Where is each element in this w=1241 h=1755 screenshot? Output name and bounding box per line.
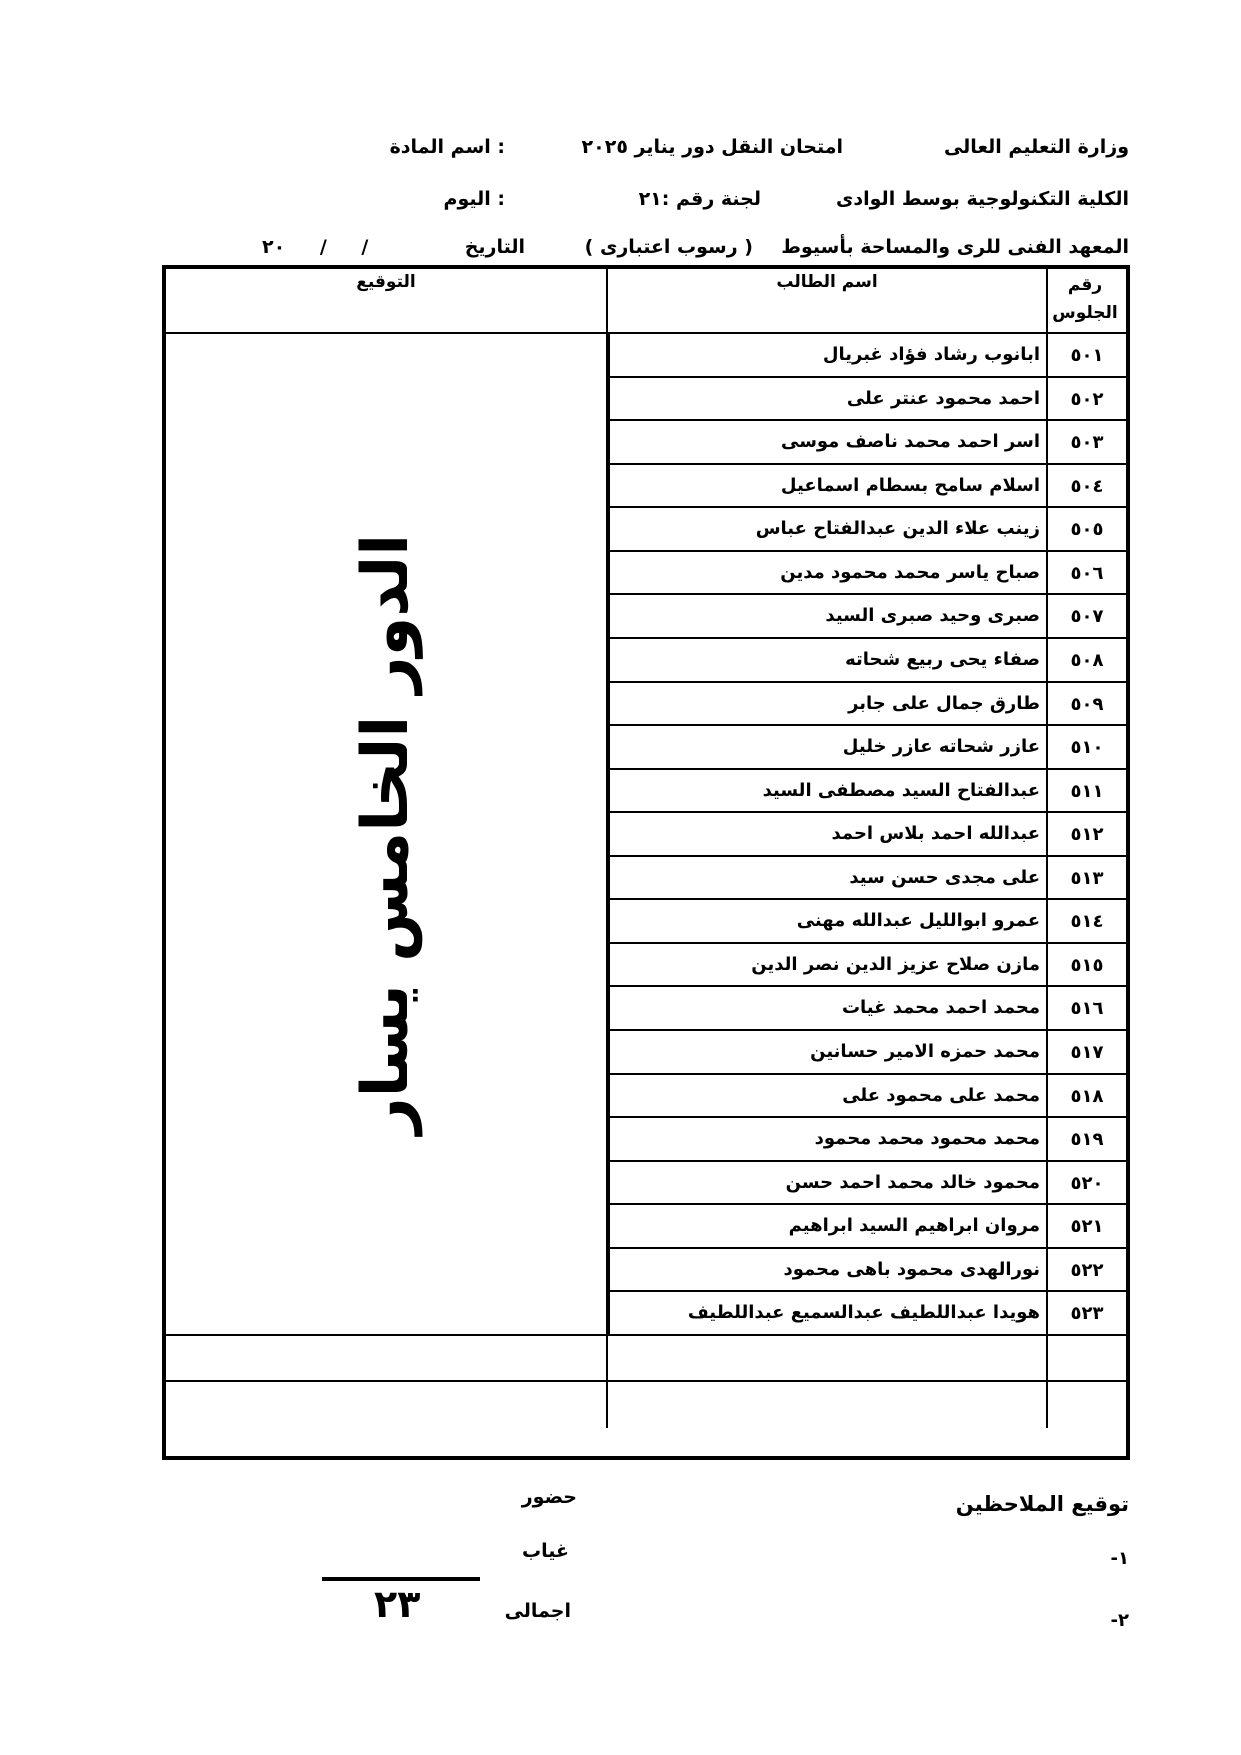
name-column-header: اسم الطالب: [776, 272, 878, 292]
seat-number: ٥١٨: [1070, 1085, 1104, 1107]
seat-cell: [1046, 508, 1126, 550]
seat-cell: [1046, 421, 1126, 463]
seat-number: ٥٢٠: [1070, 1172, 1104, 1194]
seat-cell: [1046, 552, 1126, 594]
seat-cell: [1046, 465, 1126, 507]
student-rows: [606, 334, 1126, 1336]
table-row: [606, 334, 1126, 378]
student-name: نورالهدى محمود باهى محمود: [783, 1258, 1040, 1280]
name-cell: [606, 378, 1046, 420]
blank-name-cell: [606, 1336, 1046, 1380]
student-name: عبدالله احمد بلاس احمد: [831, 823, 1040, 845]
student-name: هويدا عبداللطيف عبدالسميع عبداللطيف: [687, 1302, 1040, 1324]
seat-cell: [1046, 683, 1126, 725]
seat-number: ٥٠٨: [1070, 649, 1104, 671]
table-row: [606, 465, 1126, 509]
absent-label: غياب: [522, 1540, 569, 1562]
date-value: ٢٠ / /: [262, 236, 369, 258]
table-row: [606, 900, 1126, 944]
name-cell: [606, 770, 1046, 812]
seat-number: ٥٢١: [1070, 1216, 1104, 1238]
table-row: [606, 1031, 1126, 1075]
student-name: محمد على محمود على: [842, 1084, 1040, 1106]
table-row: [606, 1205, 1126, 1249]
seat-number: ٥٠٣: [1070, 432, 1104, 454]
seat-cell: [1046, 1075, 1126, 1117]
observer-2-line: -٢: [1110, 1610, 1129, 1631]
seat-cell: [1046, 857, 1126, 899]
student-name: مروان ابراهيم السيد ابراهيم: [788, 1215, 1040, 1237]
student-name: زينب علاء الدين عبدالفتاح عباس: [755, 518, 1040, 540]
signature-area: [166, 334, 606, 1336]
student-name: ابانوب رشاد فؤاد غبريال: [822, 344, 1040, 365]
observers-signature-label: توقيع الملاحظين: [955, 1492, 1129, 1516]
student-name: مازن صلاح عزيز الدين نصر الدين: [751, 953, 1040, 975]
seat-number: ٥١٣: [1070, 867, 1104, 889]
table-row: [606, 639, 1126, 683]
committee-number: لجنة رقم :٢١: [638, 188, 761, 210]
total-label: اجمالى: [504, 1600, 571, 1622]
student-name: عبدالفتاح السيد مصطفى السيد: [762, 779, 1040, 801]
seat-number: ٥٠٧: [1070, 606, 1104, 628]
table-row: [606, 1162, 1126, 1206]
table-row: [606, 552, 1126, 596]
blank-row: [166, 1336, 1126, 1382]
seat-number: ٥٠٥: [1070, 519, 1104, 541]
seat-cell: [1046, 944, 1126, 986]
blank-seat-cell: [1046, 1336, 1126, 1380]
name-cell: [606, 1292, 1046, 1334]
table-row: [606, 857, 1126, 901]
table-row: [606, 1118, 1126, 1162]
name-cell: [606, 900, 1046, 942]
student-name: على مجدى حسن سيد: [849, 866, 1040, 888]
total-value: ٢٣: [374, 1582, 421, 1626]
seat-cell: [1046, 1292, 1126, 1334]
seat-cell: [1046, 378, 1126, 420]
seat-cell: [1046, 639, 1126, 681]
seat-cell: [1046, 987, 1126, 1029]
name-cell: [606, 1118, 1046, 1160]
signature-column-header: التوقيع: [356, 272, 416, 292]
name-cell: [606, 1205, 1046, 1247]
attendance-table: [162, 265, 1130, 1460]
table-row: [606, 421, 1126, 465]
institute-title: المعهد الفنى للرى والمساحة بأسيوط: [781, 236, 1129, 258]
seat-number: ٥١١: [1070, 780, 1104, 802]
student-name: صبرى وحيد صبرى السيد: [825, 605, 1040, 627]
table-header-row: [166, 269, 1126, 334]
name-cell: [606, 726, 1046, 768]
seat-cell: [1046, 813, 1126, 855]
signature-header-cell: [166, 269, 606, 332]
name-cell: [606, 683, 1046, 725]
blank-signature-cell: [166, 1382, 606, 1428]
student-name: محمد محمود محمد محمود: [814, 1128, 1040, 1150]
name-cell: [606, 465, 1046, 507]
blank-signature-cell: [166, 1336, 606, 1380]
table-row: [606, 595, 1126, 639]
name-cell: [606, 857, 1046, 899]
seat-cell: [1046, 595, 1126, 637]
blank-name-cell: [606, 1382, 1046, 1428]
total-underline: [322, 1577, 480, 1581]
name-cell: [606, 944, 1046, 986]
seat-number: ٥١٤: [1070, 911, 1104, 933]
table-row: [606, 508, 1126, 552]
blank-row: [166, 1382, 1126, 1428]
seat-column-header: رقم الجلوس: [1052, 275, 1118, 323]
seat-number: ٥٠٢: [1070, 388, 1104, 410]
seat-cell: [1046, 1205, 1126, 1247]
college-title: الكلية التكنولوجية بوسط الوادى: [835, 188, 1129, 210]
day-label: اليوم :: [443, 188, 505, 210]
name-cell: [606, 334, 1046, 376]
name-cell: [606, 813, 1046, 855]
table-row: [606, 1249, 1126, 1293]
seat-number: ٥١٥: [1070, 954, 1104, 976]
ministry-title: وزارة التعليم العالى: [943, 136, 1129, 158]
blank-seat-cell: [1046, 1382, 1126, 1428]
student-name: اسلام سامح بسطام اسماعيل: [780, 474, 1040, 496]
table-row: [606, 813, 1126, 857]
seat-number: ٥١٧: [1070, 1042, 1104, 1064]
name-cell: [606, 639, 1046, 681]
table-row: [606, 770, 1126, 814]
name-cell: [606, 1162, 1046, 1204]
seat-number: ٥١٠: [1070, 737, 1104, 759]
seat-number: ٥١٢: [1070, 824, 1104, 846]
seat-cell: [1046, 900, 1126, 942]
student-name: محمد حمزه الامير حسانين: [810, 1041, 1040, 1063]
seat-number: ٥١٦: [1070, 998, 1104, 1020]
student-name: اسر احمد محمد ناصف موسى: [780, 431, 1040, 453]
seat-cell: [1046, 726, 1126, 768]
seat-number: ٥٠٤: [1070, 475, 1104, 497]
observer-1-line: -١: [1110, 1548, 1129, 1569]
student-name: محمود خالد محمد احمد حسن: [785, 1171, 1040, 1193]
name-cell: [606, 1031, 1046, 1073]
student-name: احمد محمود عنتر على: [846, 387, 1040, 409]
name-cell: [606, 552, 1046, 594]
name-cell: [606, 1075, 1046, 1117]
name-cell: [606, 421, 1046, 463]
name-cell: [606, 987, 1046, 1029]
subject-label: اسم المادة :: [389, 136, 505, 158]
name-header-cell: [606, 269, 1046, 332]
table-row: [606, 1292, 1126, 1336]
seat-header-cell: [1046, 269, 1126, 332]
student-name: عمرو ابوالليل عبدالله مهنى: [796, 910, 1040, 932]
student-name: صباح ياسر محمد محمود مدين: [780, 561, 1040, 583]
table-row: [606, 944, 1126, 988]
table-row: [606, 683, 1126, 727]
seat-cell: [1046, 1162, 1126, 1204]
name-cell: [606, 508, 1046, 550]
table-row: [606, 1075, 1126, 1119]
seat-number: ٥١٩: [1070, 1129, 1104, 1151]
signature-stamp: الدور الخامس يسار: [349, 533, 423, 1135]
seat-number: ٥٢٣: [1070, 1303, 1104, 1325]
seat-cell: [1046, 334, 1126, 376]
seat-number: ٥٠١: [1070, 345, 1104, 366]
student-name: صفاء يحى ربيع شحاته: [845, 648, 1040, 670]
failed-note: ( رسوب اعتبارى ): [584, 236, 753, 258]
student-name: عازر شحاته عازر خليل: [842, 736, 1040, 758]
seat-cell: [1046, 1031, 1126, 1073]
table-row: [606, 378, 1126, 422]
exam-title: امتحان النقل دور يناير ٢٠٢٥: [581, 136, 843, 158]
name-cell: [606, 595, 1046, 637]
table-row: [606, 987, 1126, 1031]
seat-number: ٥٢٢: [1070, 1259, 1104, 1281]
seat-cell: [1046, 1249, 1126, 1291]
student-name: طارق جمال على جابر: [848, 692, 1040, 714]
seat-number: ٥٠٦: [1070, 562, 1104, 584]
table-row: [606, 726, 1126, 770]
seat-number: ٥٠٩: [1070, 693, 1104, 715]
seat-cell: [1046, 1118, 1126, 1160]
student-name: محمد احمد محمد غيات: [841, 997, 1040, 1019]
present-label: حضور: [521, 1486, 577, 1508]
name-cell: [606, 1249, 1046, 1291]
seat-cell: [1046, 770, 1126, 812]
date-label: التاريخ: [464, 236, 525, 258]
